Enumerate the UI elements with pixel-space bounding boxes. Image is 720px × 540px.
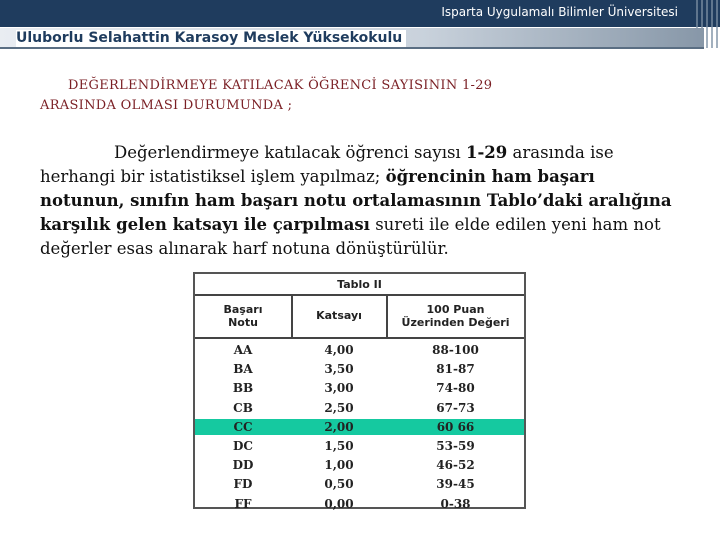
table-row [195, 400, 524, 416]
para-part-1: Değerlendirmeye katılacak öğrenci sayısı [114, 143, 466, 162]
university-name: Isparta Uygulamalı Bilimler Üniversitesi [441, 5, 678, 19]
section-heading [40, 76, 640, 116]
heading-line-1: DEĞERLENDİRMEYE KATILACAK ÖĞRENCİ SAYISININ 1-29 [68, 78, 493, 93]
coef-cell: 0,50 [324, 477, 354, 492]
header-range-line-1: 100 Puan [426, 303, 485, 316]
table-rule-header [195, 337, 524, 339]
table-row [195, 380, 524, 396]
table-row [195, 419, 524, 435]
para-part-3: arasında ise herhangi bir istatistiksel işlem yapılmaz; [40, 143, 614, 186]
grade-cell: FF [234, 496, 252, 511]
table-caption: Tablo II [337, 278, 382, 291]
grade-cell: BA [233, 362, 253, 377]
grade-cell: DD [232, 458, 254, 473]
grade-cell: AA [233, 343, 253, 357]
table-row [195, 496, 524, 512]
coef-cell: 1,50 [324, 439, 354, 453]
range-cell: 81-87 [436, 362, 475, 377]
grade-cell: CB [233, 400, 253, 415]
coef-cell: 4,00 [324, 343, 354, 357]
body-paragraph [40, 141, 680, 261]
header-grade [195, 303, 291, 329]
para-part-5: sureti ile elde edilen yeni ham not değerler esas alınarak harf notuna dönüştürülür. [40, 215, 661, 258]
header-coef: Katsayı [316, 309, 362, 322]
header-grade-line-2: Notu [228, 316, 258, 329]
range-cell: 88-100 [432, 343, 479, 357]
range-cell: 74-80 [436, 381, 475, 396]
table-row [195, 457, 524, 473]
table-row [195, 342, 524, 358]
coef-cell: 1,00 [324, 458, 354, 473]
para-part-4: öğrencinin ham başarı notunun, sınıfın ham başarı notu ortalamasının Tablo’daki aralığına karşılık gelen katsayı ile çarpılması [40, 167, 672, 234]
coef-cell: 3,00 [324, 381, 354, 396]
range-cell: 0-38 [440, 496, 471, 511]
table-row [195, 476, 524, 492]
grade-cell: FD [233, 477, 253, 492]
grade-table [193, 272, 526, 509]
coef-cell: 2,50 [324, 400, 354, 415]
top-banner [0, 0, 720, 27]
table-row [195, 361, 524, 377]
range-cell: 46-52 [436, 458, 475, 473]
table-row [195, 438, 524, 454]
range-cell: 60 66 [436, 419, 475, 434]
grade-cell: CC [233, 419, 253, 434]
grade-cell: BB [232, 381, 254, 396]
range-cell: 67-73 [436, 400, 475, 415]
range-cell: 53-59 [436, 439, 475, 453]
table-rule-top [195, 294, 524, 296]
header-grade-line-1: Başarı [223, 303, 263, 316]
para-part-2: 1-29 [465, 143, 508, 162]
coef-cell: 3,50 [324, 362, 354, 377]
coef-cell: 2,00 [324, 419, 354, 434]
school-name: Uluborlu Selahattin Karasoy Meslek Yüksekokulu [16, 30, 406, 47]
sub-banner-rule [0, 47, 704, 49]
coef-cell: 0,00 [324, 496, 354, 511]
grade-cell: DC [233, 439, 253, 453]
header-range [387, 303, 524, 329]
header-range-line-2: Üzerinden Değeri [401, 316, 510, 329]
heading-line-2: ARASINDA OLMASI DURUMUNDA ; [40, 98, 293, 113]
range-cell: 39-45 [436, 477, 475, 492]
